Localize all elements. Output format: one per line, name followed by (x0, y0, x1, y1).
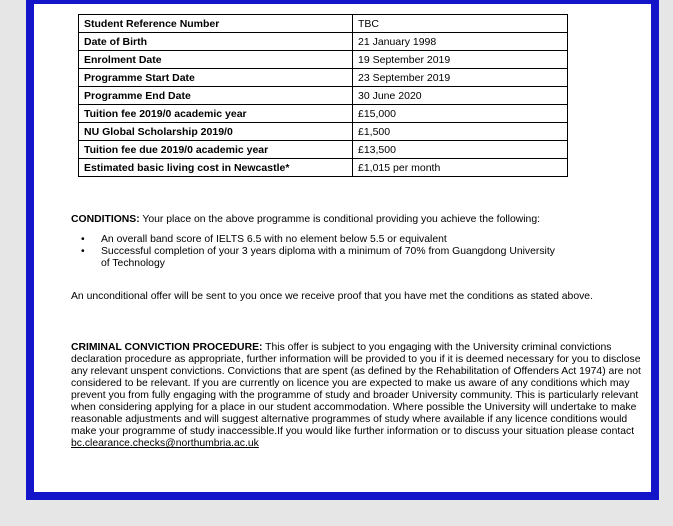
unconditional-offer-paragraph: An unconditional offer will be sent to you once we receive proof that you have met the conditions as stated above. (71, 291, 593, 302)
table-row (79, 15, 568, 33)
list-item (79, 246, 559, 270)
conditions-intro: Your place on the above programme is conditional providing you achieve the following: (139, 214, 540, 225)
list-item (79, 234, 559, 246)
student-details-table (78, 14, 568, 177)
row-value: 30 June 2020 (353, 87, 568, 105)
criminal-body: This offer is subject to you engaging with the University criminal convictions declaration procedure as appropriate, further information will be provided to you if it is deemed necessary for you to disclose any relevant unspent convictions. Convictions that are spent (as defined by the Rehabilitation of Offenders Act 1974) are not considered to be relevant. If you are currently on licence you are expected to make us aware of any conditions which may prevent you from fully engaging with the programme of study and broader University community. This is particularly relevant when considering applying for a place in our student accommodation. Where possible the University will undertake to make reasonable adjustments and will suggest alternative programmes of study where available if any licence conditions would make your programme of study inaccessible.If you would like further information or to discuss your situation please contact (71, 342, 641, 437)
conditions-heading: CONDITIONS: (71, 214, 140, 225)
row-value: £13,500 (353, 141, 568, 159)
row-value: TBC (353, 15, 568, 33)
row-label: Tuition fee 2019/0 academic year (79, 105, 353, 123)
bullet-icon: • (81, 246, 85, 257)
row-label: Programme Start Date (79, 69, 353, 87)
row-label: Enrolment Date (79, 51, 353, 69)
table-row (79, 105, 568, 123)
row-value: £15,000 (353, 105, 568, 123)
list-item-text: Successful completion of your 3 years diploma with a minimum of 70% from Guangdong University of Technology (101, 246, 555, 269)
row-value: 19 September 2019 (353, 51, 568, 69)
document-frame (26, 0, 659, 500)
row-value: 21 January 1998 (353, 33, 568, 51)
table-row (79, 33, 568, 51)
row-label: NU Global Scholarship 2019/0 (79, 123, 353, 141)
table-row (79, 141, 568, 159)
row-label: Student Reference Number (79, 15, 353, 33)
criminal-heading: CRIMINAL CONVICTION PROCEDURE: (71, 342, 263, 353)
table-row (79, 123, 568, 141)
table-row (79, 87, 568, 105)
row-label: Programme End Date (79, 87, 353, 105)
clearance-email-link[interactable]: bc.clearance.checks@northumbria.ac.uk (71, 438, 259, 449)
row-label: Date of Birth (79, 33, 353, 51)
criminal-conviction-paragraph (71, 342, 641, 450)
bullet-icon: • (81, 234, 85, 245)
row-value: £1,015 per month (353, 159, 568, 177)
row-value: 23 September 2019 (353, 69, 568, 87)
conditions-list (79, 234, 559, 270)
list-item-text: An overall band score of IELTS 6.5 with no element below 5.5 or equivalent (101, 234, 447, 245)
row-label: Tuition fee due 2019/0 academic year (79, 141, 353, 159)
table-row (79, 51, 568, 69)
table-row (79, 69, 568, 87)
row-value: £1,500 (353, 123, 568, 141)
row-label: Estimated basic living cost in Newcastle* (79, 159, 353, 177)
conditions-paragraph (71, 214, 641, 226)
table-row (79, 159, 568, 177)
